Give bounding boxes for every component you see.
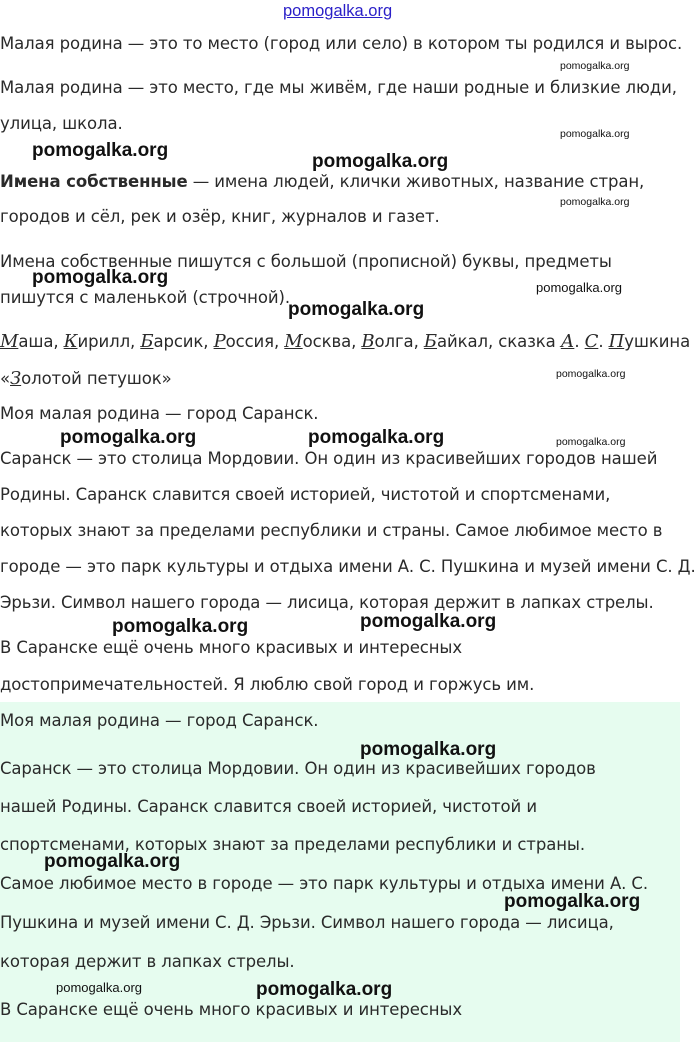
answer-line: Самое любимое место в городе — это парк культуры и отдыха имени А. С. [0,874,648,893]
watermark: pomogalka.org [360,611,497,632]
answer-line: которая держит в лапках стрелы. [0,952,295,971]
proper-names-term: Имена собственные [0,172,188,191]
example-capital: В [361,331,375,352]
example-capital: М [0,331,19,352]
example-capital: П [608,331,625,352]
answer-line: Пушкина и музей имени С. Д. Эрьзи. Символ нашего города — лисица, [0,913,614,932]
example-rest: айкал, сказка [437,332,561,351]
example-rest: оссия, [225,332,285,351]
watermark: pomogalka.org [256,979,393,1000]
watermark: pomogalka.org [536,280,622,295]
example-rest: арсик, [153,332,214,351]
watermark: pomogalka.org [288,299,425,320]
watermark: pomogalka.org [44,851,181,872]
answer-line: спортсменами, которых знают за пределами республики и страны. [0,835,585,854]
definition-line-3: улица, школа. [0,114,123,133]
watermark: pomogalka.org [32,140,169,161]
watermark: pomogalka.org [32,267,169,288]
example-rest: олга, [374,332,424,351]
example-rest: аша, [18,332,64,351]
definition-line-2: Малая родина — это место, где мы живём, где наши родные и близкие люди, [0,78,677,97]
example-capital: М [284,331,303,352]
essay-line: В Саранске ещё очень много красивых и интересных [0,638,463,657]
essay-line: Эрьзи. Символ нашего города — лисица, которая держит в лапках стрелы. [0,593,654,612]
examples-line-2 [0,368,172,389]
watermark: pomogalka.org [312,151,449,172]
essay-line: Родины. Саранск славится своей историей, чистотой и спортсменами, [0,485,611,504]
example-rest: ирилл, [77,332,141,351]
rule-line-1: Имена собственные пишутся с большой (прописной) буквы, предметы [0,252,612,271]
rule-line-2: пишутся с маленькой (строчной). [0,288,290,307]
example-rest: . [574,332,585,351]
proper-names-definition [0,172,644,191]
example-rest: ушкина [624,332,691,351]
watermark-link[interactable]: pomogalka.org [283,2,393,20]
example-capital: Б [140,331,154,352]
example-capital: К [63,331,78,352]
example-capital: З [10,368,22,389]
example-rest: осква, [302,332,362,351]
essay-line: Саранск — это столица Мордовии. Он один из красивейших городов нашей [0,449,658,468]
answer-line: Саранск — это столица Мордовии. Он один из красивейших городов [0,759,596,778]
essay-line: достопримечательностей. Я люблю свой город и горжусь им. [0,675,535,694]
watermark: pomogalka.org [308,427,445,448]
watermark: pomogalka.org [560,60,630,72]
example-capital: Р [213,331,226,352]
watermark: pomogalka.org [112,616,249,637]
essay-line: которых знают за пределами республики и страны. Самое любимое место в [0,521,663,540]
example-capital: Б [423,331,437,352]
example-capital: А [560,331,575,352]
watermark: pomogalka.org [504,891,641,912]
watermark: pomogalka.org [556,368,626,380]
answer-line: нашей Родины. Саранск славится своей историей, чистотой и [0,797,537,816]
watermark: pomogalka.org [360,739,497,760]
watermark: pomogalka.org [60,427,197,448]
answer-title: Моя малая родина — город Саранск. [0,711,319,730]
watermark: pomogalka.org [560,196,630,208]
watermark: pomogalka.org [56,980,142,995]
proper-names-line-2: городов и сёл, рек и озёр, книг, журналов и газет. [0,207,440,226]
essay-title: Моя малая родина — город Саранск. [0,404,319,423]
answer-line: В Саранске ещё очень много красивых и интересных [0,1000,463,1019]
essay-line: городе — это парк культуры и отдыха имени А. С. Пушкина и музей имени С. Д. [0,557,696,576]
example-rest: . [598,332,609,351]
watermark: pomogalka.org [556,436,626,448]
example-rest: олотой петушок» [21,369,172,388]
definition-line-1: Малая родина — это то место (город или село) в котором ты родился и вырос. [0,34,683,53]
example-capital: С [584,331,599,352]
proper-names-definition-text: — имена людей, клички животных, название стран, [187,172,645,191]
open-quote: « [0,369,10,388]
watermark: pomogalka.org [560,128,630,140]
examples-line [0,331,690,352]
